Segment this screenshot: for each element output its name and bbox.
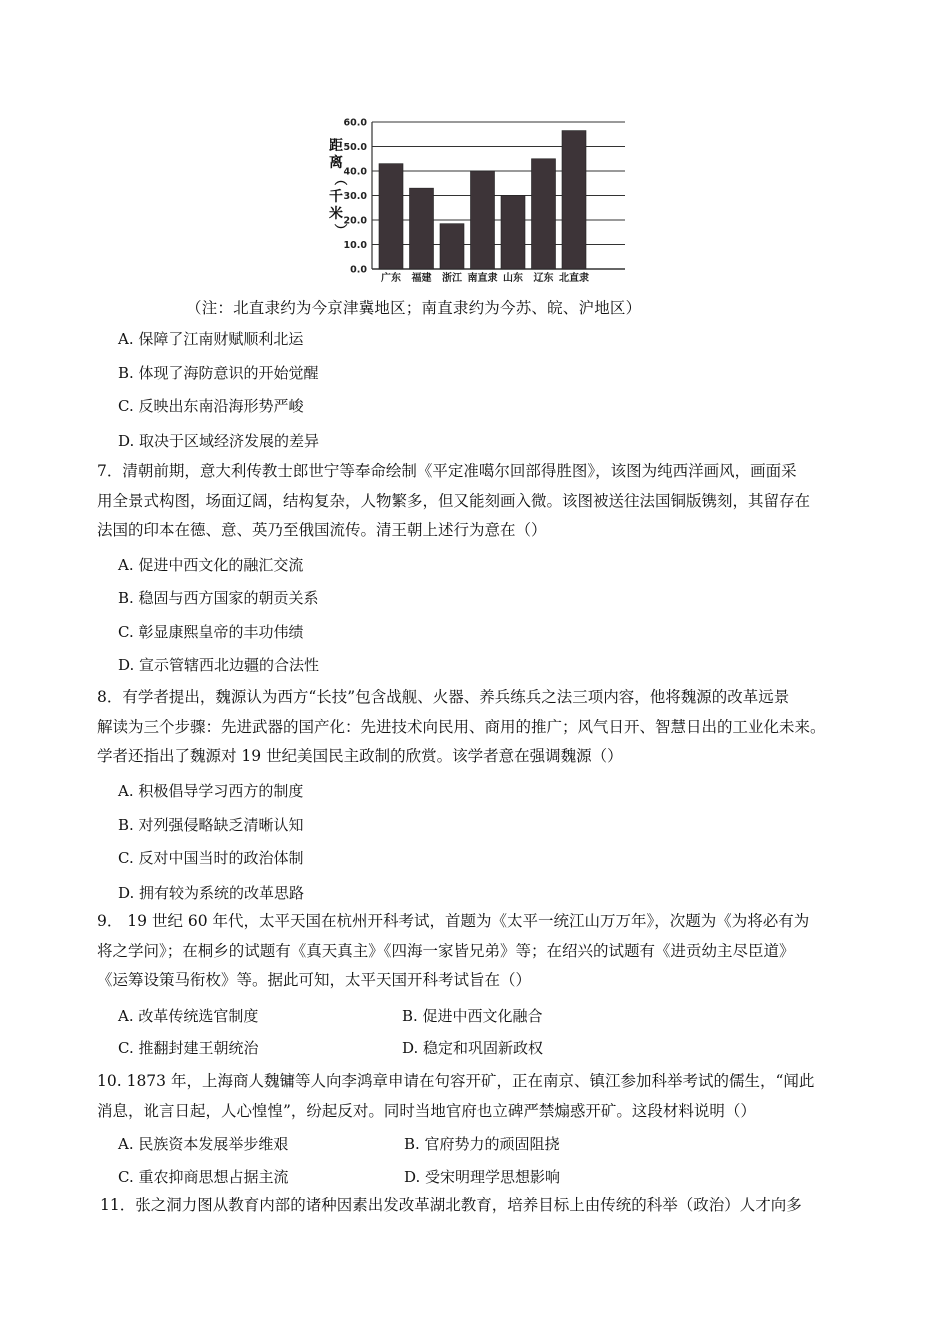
q8-stem xyxy=(97,683,887,772)
y-tick-label: 60.0 xyxy=(343,117,367,129)
bar-南直隶 xyxy=(471,171,495,269)
bar-辽东 xyxy=(532,159,556,269)
q10-option-b[interactable]: B. 官府势力的顽固阻挠 xyxy=(404,1135,560,1153)
y-tick-label: 0.0 xyxy=(350,264,367,276)
bar-福建 xyxy=(410,188,434,269)
x-tick-label: 北直隶 xyxy=(559,273,589,284)
y-tick-label: 30.0 xyxy=(343,191,367,202)
y-axis-label-char: 千 xyxy=(329,189,343,205)
bar-广东 xyxy=(379,164,403,269)
y-tick-label: 50.0 xyxy=(343,142,367,153)
q9-option-a[interactable]: A. 改革传统选官制度 xyxy=(118,1007,259,1025)
q6-option-b[interactable]: B. 体现了海防意识的开始觉醒 xyxy=(118,364,319,382)
distance-bar-chart xyxy=(320,105,640,295)
q8-stem-line: 学者还指出了魏源对 19 世纪美国民主政制的欣赏。该学者意在强调魏源（） xyxy=(97,747,623,765)
q6-option-c[interactable]: C. 反映出东南沿海形势严峻 xyxy=(118,397,304,415)
x-tick-label: 浙江 xyxy=(442,273,462,284)
x-tick-label: 南直隶 xyxy=(467,273,498,284)
q7-stem xyxy=(97,457,887,546)
q7-option-b[interactable]: B. 稳固与西方国家的朝贡关系 xyxy=(118,589,319,607)
q10-stem-line: 10. 1873 年，上海商人魏镛等人向李鸿章申请在句容开矿，正在南京、镇江参加科举考试的儒生，“闻此 xyxy=(97,1072,815,1090)
q11-stem xyxy=(100,1191,890,1221)
y-tick-label: 20.0 xyxy=(343,215,367,227)
q7-stem-line: 7．清朝前期，意大利传教士郎世宁等奉命绘制《平定准噶尔回部得胜图》，该图为纯西洋画风，画面采 xyxy=(97,462,797,480)
x-tick-label: 辽东 xyxy=(533,273,554,284)
q9-option-b[interactable]: B. 促进中西文化融合 xyxy=(402,1007,543,1025)
chart-note: （注：北直隶约为今京津冀地区；南直隶约为今苏、皖、沪地区） xyxy=(186,299,642,317)
y-axis-label-char: ） xyxy=(332,223,347,237)
q9-stem-line: 《运筹设策马衔枚》等。据此可知，太平天国开科考试旨在（） xyxy=(97,971,532,989)
y-tick-label: 40.0 xyxy=(343,166,367,178)
y-axis-label-char: 离 xyxy=(329,155,343,171)
q7-option-d[interactable]: D. 宣示管辖西北边疆的合法性 xyxy=(118,656,320,674)
y-axis-label-char: 距 xyxy=(329,138,343,154)
q9-stem-line: 将之学问》；在桐乡的试题有《真天真主》《四海一家皆兄弟》等；在绍兴的试题有《进贡幼主尽臣道》 xyxy=(97,941,795,960)
q10-stem-line: 消息，讹言日起，人心惶惶”，纷起反对。同时当地官府也立碑严禁煽惑开矿。这段材料说明（） xyxy=(97,1101,756,1120)
q10-option-a[interactable]: A. 民族资本发展举步维艰 xyxy=(118,1135,289,1153)
q6-option-a[interactable]: A. 保障了江南财赋顺利北运 xyxy=(118,330,304,348)
q7-option-a[interactable]: A. 促进中西文化的融汇交流 xyxy=(118,556,304,574)
q8-stem-line: 解读为三个步骤：先进武器的国产化：先进技术向民用、商用的推广；风气日开、智慧日出的工业化未来。 xyxy=(97,717,826,736)
y-axis-label-char: 米 xyxy=(329,206,343,222)
q8-option-d[interactable]: D. 拥有较为系统的改革思路 xyxy=(118,884,305,902)
q9-stem-line: 9． 19 世纪 60 年代，太平天国在杭州开科考试，首题为《太平一统江山万万年》，次题为《为将必有为 xyxy=(97,912,810,930)
x-tick-label: 广东 xyxy=(381,273,401,284)
q7-option-c[interactable]: C. 彰显康熙皇帝的丰功伟绩 xyxy=(118,623,304,641)
y-axis-label-char: （ xyxy=(332,172,347,186)
q8-stem-line: 8．有学者提出，魏源认为西方“长技”包含战舰、火器、养兵练兵之法三项内容，他将魏源的改革远景 xyxy=(97,688,790,706)
q7-stem-line: 用全景式构图，场面辽阔，结构复杂，人物繁多，但又能刻画入微。该图被送往法国铜版镌刻，其留存在 xyxy=(97,491,811,510)
q8-option-b[interactable]: B. 对列强侵略缺乏清晰认知 xyxy=(118,816,304,834)
bar-浙江 xyxy=(440,224,464,269)
x-tick-label: 山东 xyxy=(503,273,523,284)
y-tick-label: 10.0 xyxy=(343,240,367,251)
x-tick-label: 福建 xyxy=(411,273,432,284)
q9-option-d[interactable]: D. 稳定和巩固新政权 xyxy=(402,1039,544,1057)
q10-option-d[interactable]: D. 受宋明理学思想影响 xyxy=(404,1168,561,1186)
q6-option-d[interactable]: D. 取决于区域经济发展的差异 xyxy=(118,432,320,450)
bar-北直隶 xyxy=(562,131,586,269)
q11-stem-line: 11．张之洞力图从教育内部的诸种因素出发改革湖北教育，培养目标上由传统的科举（政治）人才向多 xyxy=(100,1196,802,1214)
q10-option-c[interactable]: C. 重农抑商思想占据主流 xyxy=(118,1168,289,1186)
q9-stem xyxy=(97,907,887,996)
q7-stem-line: 法国的印本在德、意、英乃至俄国流传。清王朝上述行为意在（） xyxy=(97,521,547,539)
q8-option-a[interactable]: A. 积极倡导学习西方的制度 xyxy=(118,782,304,800)
q9-option-c[interactable]: C. 推翻封建王朝统治 xyxy=(118,1039,259,1057)
q8-option-c[interactable]: C. 反对中国当时的政治体制 xyxy=(118,849,304,867)
q10-stem xyxy=(97,1067,887,1126)
bar-山东 xyxy=(501,196,525,270)
